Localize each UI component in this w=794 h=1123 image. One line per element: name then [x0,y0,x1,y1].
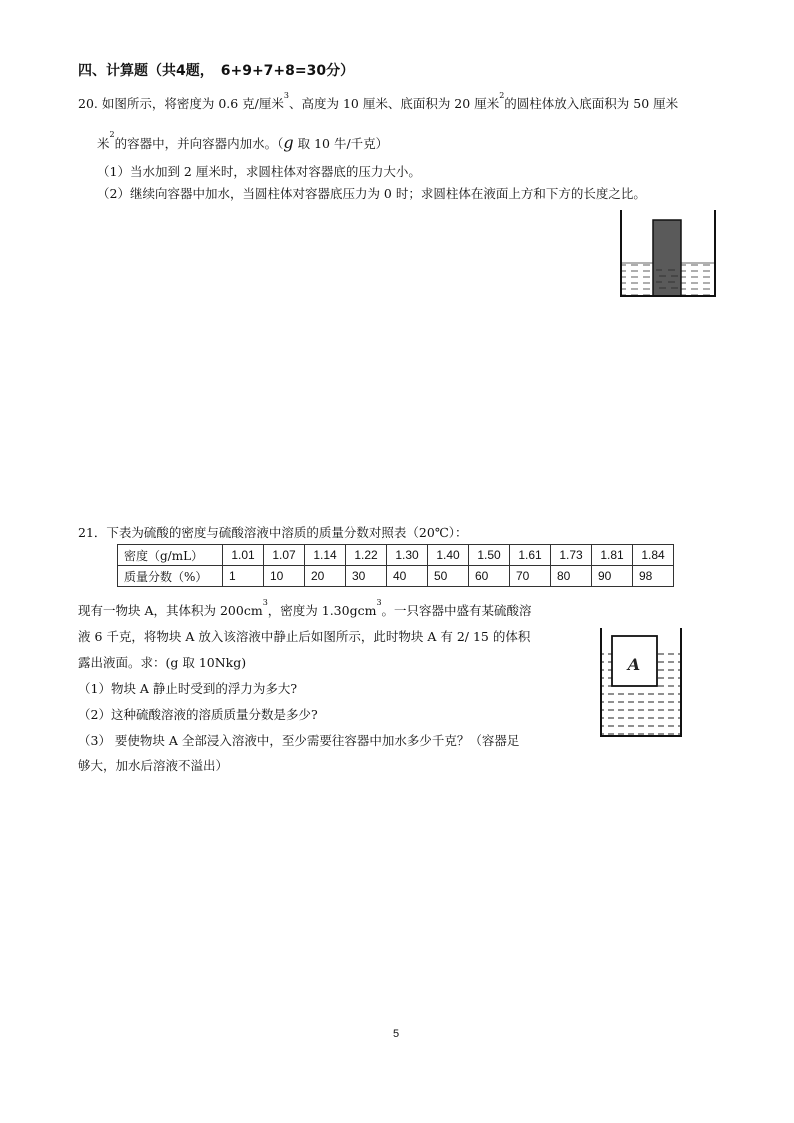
page-number: 5 [393,1028,400,1040]
table-cell: 80 [551,566,592,587]
q21-intro: 21．下表为硫酸的密度与硫酸溶液中溶质的质量分数对照表（20℃）： [78,525,468,540]
table-cell: 1.07 [264,545,305,566]
table-cell: 98 [633,566,674,587]
table-cell: 1.61 [510,545,551,566]
g-symbol: g [283,133,294,152]
table-cell: 40 [387,566,428,587]
q21-line3: 露出液面。求：(g 取 10Nkg) [78,655,247,670]
q20-line1: 20. 如图所示，将密度为 0.6 克/厘米$^3$、高度为 10 厘米、底面积为 20 厘米$^2$的圆柱体放入底面积为 50 厘米 [78,91,679,111]
table-cell: 70 [510,566,551,587]
q21-part3-line2: 够大，加水后溶液不溢出） [78,758,229,773]
q20-part1: （1）当水加到 2 厘米时，求圆柱体对容器底的压力大小。 [97,164,421,179]
table-cell: 30 [346,566,387,587]
table-row-mass-fraction [118,566,674,587]
table-cell: 50 [428,566,469,587]
block-container-figure [597,626,685,742]
table-row-density [118,545,674,566]
table-cell: 1.50 [469,545,510,566]
cylinder-container-figure [618,208,718,304]
table-cell: 1.84 [633,545,674,566]
q21-part2: （2）这种硫酸溶液的溶质质量分数是多少? [78,707,318,722]
table-cell: 1.30 [387,545,428,566]
q21-line1: 现有一物块 A，其体积为 $200cm^3$，密度为 1.30gcm$^3$。一只容器中盛有某硫酸溶 [78,598,532,618]
table-cell: 1.40 [428,545,469,566]
q20-part2: （2）继续向容器中加水，当圆柱体对容器底压力为 0 时；求圆柱体在液面上方和下方的长度之比。 [97,186,646,201]
table-cell: 1.14 [305,545,346,566]
table-cell: 1.73 [551,545,592,566]
table-header-density: 密度（g/mL） [118,545,223,566]
block-a-label: A [627,655,641,674]
table-header-mass-fraction: 质量分数（%） [118,566,223,587]
q21-part1: （1）物块 A 静止时受到的浮力为多大? [78,681,298,696]
q21-part3-line1: （3） 要使物块 A 全部浸入溶液中，至少需要往容器中加水多少千克？（容器足 [78,733,520,748]
cylinder [653,220,681,296]
density-table [117,544,674,587]
table-cell: 20 [305,566,346,587]
table-cell: 60 [469,566,510,587]
q20-line2: 米$^2$的容器中，并向容器内加水。（g 取 10 牛/千克） [97,130,389,152]
table-cell: 10 [264,566,305,587]
table-cell: 1 [223,566,264,587]
table-cell: 1.81 [592,545,633,566]
section-title: 四、计算题（共4题， 6+9+7+8=30分） [78,63,355,79]
table-cell: 1.01 [223,545,264,566]
table-cell: 90 [592,566,633,587]
q21-line2: 液 6 千克，将物块 A 放入该溶液中静止后如图所示，此时物块 A 有 2/ 15 的体积 [78,629,531,644]
table-cell: 1.22 [346,545,387,566]
